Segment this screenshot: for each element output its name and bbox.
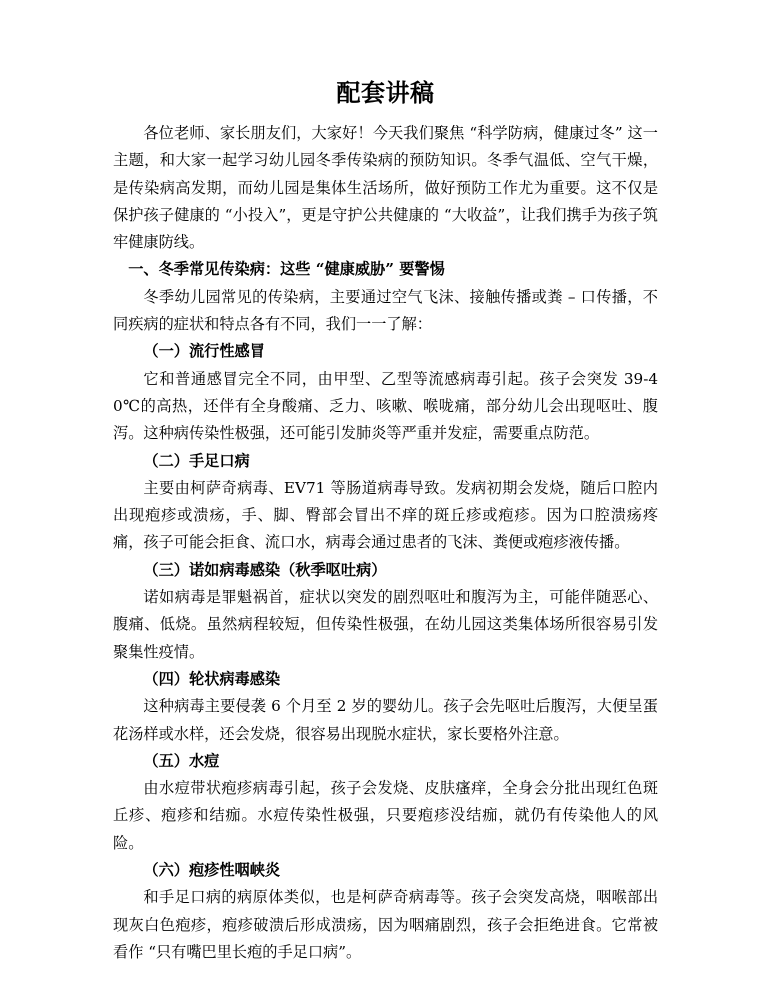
- norovirus-paragraph: 诺如病毒是罪魁祸首，症状以突发的剧烈呕吐和腹泻为主，可能伴随恶心、腹痛、低烧。虽然病程较短，但传染性极强，在幼儿园这类集体场所很容易引发聚集性疫情。: [113, 588, 658, 661]
- document-content: [113, 120, 658, 966]
- hfmd-paragraph: 主要由柯萨奇病毒、EV71 等肠道病毒导致。发病初期会发烧，随后口腔内出现疱疹或溃疡，手、脚、臀部会冒出不痒的斑丘疹或疱疹。因为口腔溃疡疼痛，孩子可能会拒食、流口水，病毒会通过患者的飞沫、粪便或疱疹液传播。: [113, 478, 658, 552]
- varicella-paragraph: 由水痘带状疱疹病毒引起，孩子会发烧、皮肤瘙痒，全身会分批出现红色斑丘疹、疱疹和结痂。水痘传染性极强，只要疱疹没结痂，就仍有传染他人的风险。: [113, 779, 658, 852]
- subsection-heading-norovirus: （三）诺如病毒感染（秋季呕吐病）: [143, 560, 387, 579]
- intro-paragraph: 各位老师、家长朋友们，大家好！今天我们聚焦 “科学防病，健康过冬” 这一主题，和大家一起学习幼儿园冬季传染病的预防知识。冬季气温低、空气干燥，是传染病高发期，而幼儿园是集体生活场所，做好预防工作尤为重要。这不仅是保护孩子健康的 “小投入”，更是守护公共健康的 “大收益”，让我们携手为孩子筑牢健康防线。: [113, 124, 658, 252]
- subsection-heading-varicella: （五）水痘: [143, 751, 220, 770]
- section-heading-one: 一、冬季常见传染病：这些 “健康威胁” 要警惕: [128, 260, 445, 279]
- rotavirus-paragraph: 这种病毒主要侵袭 6 个月至 2 岁的婴幼儿。孩子会先呕吐后腹泻，大便呈蛋花汤样或水样，还会发烧，很容易出现脱水症状，家长要格外注意。: [113, 697, 658, 743]
- subsection-heading-rotavirus: （四）轮状病毒感染: [143, 669, 281, 688]
- herpangina-paragraph: 和手足口病的病原体类似，也是柯萨奇病毒等。孩子会突发高烧，咽喉部出现灰白色疱疹，疱疹破溃后形成溃疡，因为咽痛剧烈，孩子会拒绝进食。它常被看作 “只有嘴巴里长疱的手足口病”。: [113, 888, 658, 961]
- subsection-heading-hfmd: （二）手足口病: [143, 451, 250, 470]
- influenza-paragraph: 它和普通感冒完全不同，由甲型、乙型等流感病毒引起。孩子会突发 39-40℃的高热，还伴有全身酸痛、乏力、咳嗽、喉咙痛，部分幼儿会出现呕吐、腹泻。这种病传染性极强，还可能引发肺炎等严重并发症，需要重点防范。: [113, 369, 658, 443]
- page-title: 配套讲稿: [336, 78, 435, 107]
- subsection-heading-herpangina: （六）疱疹性咽峡炎: [143, 861, 281, 880]
- section-one-lead-paragraph: 冬季幼儿园常见的传染病，主要通过空气飞沫、接触传播或粪 – 口传播，不同疾病的症状和特点各有不同，我们一一了解：: [113, 287, 658, 334]
- subsection-heading-influenza: （一）流行性感冒: [143, 342, 265, 361]
- document-body: [113, 78, 658, 966]
